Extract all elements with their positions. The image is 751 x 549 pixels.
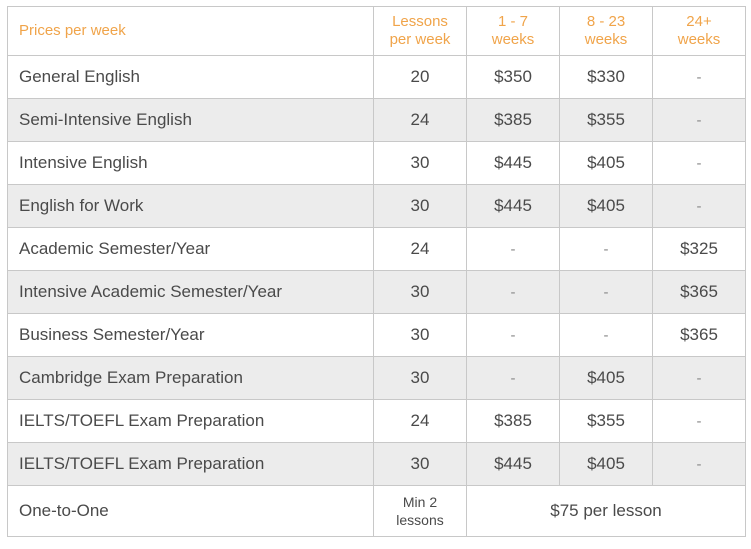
table-row xyxy=(8,142,746,185)
price-24-plus-weeks-cell: $365 xyxy=(653,271,746,314)
price-1-7-weeks-cell: $445 xyxy=(467,185,560,228)
table-body xyxy=(8,56,746,486)
price-24-plus-weeks-cell: - xyxy=(653,142,746,185)
weeks-1-7-header xyxy=(467,7,560,56)
lessons-cell: 30 xyxy=(374,314,467,357)
course-name-cell: One-to-One xyxy=(8,486,374,537)
price-8-23-weeks-cell: $355 xyxy=(560,99,653,142)
course-name-cell: Academic Semester/Year xyxy=(8,228,374,271)
price-24-plus-weeks-cell: $365 xyxy=(653,314,746,357)
course-name-cell: General English xyxy=(8,56,374,99)
price-1-7-weeks-cell: - xyxy=(467,357,560,400)
lessons-cell: 24 xyxy=(374,228,467,271)
table-row xyxy=(8,185,746,228)
price-1-7-weeks-cell: $385 xyxy=(467,99,560,142)
lessons-header-line-1: Lessons xyxy=(392,13,448,30)
price-8-23-weeks-cell: $405 xyxy=(560,443,653,486)
course-name-cell: IELTS/TOEFL Exam Preparation xyxy=(8,443,374,486)
prices-per-week-header: Prices per week xyxy=(8,7,374,56)
weeks-8-23-header-line-1: 8 - 23 xyxy=(586,13,626,30)
table-row xyxy=(8,99,746,142)
lessons-header-line-2: per week xyxy=(389,31,451,48)
table-row xyxy=(8,228,746,271)
price-8-23-weeks-cell: $355 xyxy=(560,400,653,443)
table-row xyxy=(8,314,746,357)
price-24-plus-weeks-cell: - xyxy=(653,56,746,99)
course-name-cell: IELTS/TOEFL Exam Preparation xyxy=(8,400,374,443)
per-lesson-price-cell: $75 per lesson xyxy=(467,486,746,537)
price-1-7-weeks-cell: $350 xyxy=(467,56,560,99)
lessons-cell xyxy=(374,486,467,537)
table-row-one-to-one xyxy=(8,486,746,537)
price-1-7-weeks-cell: $445 xyxy=(467,142,560,185)
lessons-cell: 30 xyxy=(374,142,467,185)
table-row xyxy=(8,56,746,99)
price-8-23-weeks-cell: $405 xyxy=(560,142,653,185)
price-8-23-weeks-cell: - xyxy=(560,228,653,271)
price-8-23-weeks-cell: $405 xyxy=(560,357,653,400)
table-row xyxy=(8,271,746,314)
weeks-8-23-header xyxy=(560,7,653,56)
lessons-cell: 20 xyxy=(374,56,467,99)
price-1-7-weeks-cell: - xyxy=(467,314,560,357)
min-lessons-line-1: Min 2 xyxy=(402,494,438,510)
price-1-7-weeks-cell: $445 xyxy=(467,443,560,486)
course-name-cell: English for Work xyxy=(8,185,374,228)
lessons-cell: 30 xyxy=(374,185,467,228)
table-header-row xyxy=(8,7,746,56)
course-name-cell: Semi-Intensive English xyxy=(8,99,374,142)
price-24-plus-weeks-cell: - xyxy=(653,185,746,228)
price-24-plus-weeks-cell: - xyxy=(653,99,746,142)
price-24-plus-weeks-cell: - xyxy=(653,357,746,400)
course-name-cell: Intensive Academic Semester/Year xyxy=(8,271,374,314)
price-24-plus-weeks-cell: - xyxy=(653,443,746,486)
lessons-per-week-header xyxy=(374,7,467,56)
weeks-24-header-line-2: weeks xyxy=(677,31,721,48)
course-name-cell: Intensive English xyxy=(8,142,374,185)
one-to-one-section xyxy=(8,486,746,537)
price-8-23-weeks-cell: $405 xyxy=(560,185,653,228)
price-1-7-weeks-cell: - xyxy=(467,271,560,314)
weeks-24-header-line-1: 24+ xyxy=(686,13,712,30)
price-24-plus-weeks-cell: $325 xyxy=(653,228,746,271)
min-lessons-line-2: lessons xyxy=(396,512,444,528)
lessons-cell: 24 xyxy=(374,400,467,443)
table-row xyxy=(8,357,746,400)
weeks-1-7-header-line-1: 1 - 7 xyxy=(497,13,528,30)
price-1-7-weeks-cell: - xyxy=(467,228,560,271)
weeks-8-23-header-line-2: weeks xyxy=(584,31,628,48)
price-8-23-weeks-cell: $330 xyxy=(560,56,653,99)
course-name-cell: Business Semester/Year xyxy=(8,314,374,357)
weeks-1-7-header-line-2: weeks xyxy=(491,31,535,48)
weeks-24-plus-header xyxy=(653,7,746,56)
lessons-cell: 30 xyxy=(374,271,467,314)
lessons-cell: 24 xyxy=(374,99,467,142)
lessons-cell: 30 xyxy=(374,443,467,486)
course-name-cell: Cambridge Exam Preparation xyxy=(8,357,374,400)
lessons-cell: 30 xyxy=(374,357,467,400)
price-8-23-weeks-cell: - xyxy=(560,314,653,357)
price-1-7-weeks-cell: $385 xyxy=(467,400,560,443)
price-24-plus-weeks-cell: - xyxy=(653,400,746,443)
table-row xyxy=(8,443,746,486)
price-8-23-weeks-cell: - xyxy=(560,271,653,314)
price-table xyxy=(7,6,746,537)
table-row xyxy=(8,400,746,443)
